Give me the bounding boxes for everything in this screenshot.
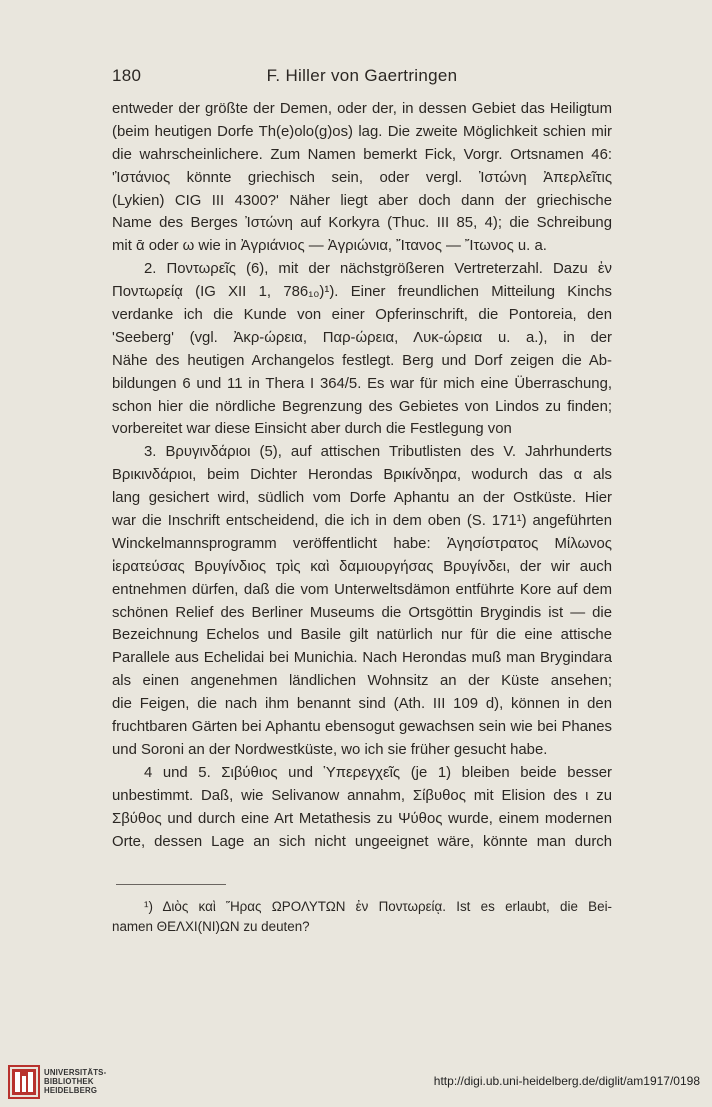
- text-line: Nähe des heutigen Archangelos festlegt. Berg und Dorf zeigen die Ab-: [112, 352, 612, 369]
- source-url-link[interactable]: http://digi.ub.uni-heidelberg.de/diglit/am1917/0198: [433, 1074, 700, 1088]
- text-line: entnehmen dürfen, daß die vom Unterweltsdämon entführte Kore auf dem: [112, 581, 612, 598]
- text-line: 'Ἰστάνιος könnte griechisch sein, oder vergl. Ἰστώνη Ἀπερλεῖτις: [112, 169, 612, 186]
- text-line: verdanke ich die Kunde von einer Opferinschrift, die Pontoreia, den: [112, 307, 612, 324]
- text-line: 2. Ποντωρεῖς (6), mit der nächstgrößeren Vertreterzahl. Dazu ἐν: [144, 261, 612, 278]
- text-line: Βρικινδάριοι, beim Dichter Herondas Βρικίνδηρα, wodurch das α als: [112, 467, 612, 484]
- text-line: bildungen 6 und 11 in Thera I 364/5. Es war für mich eine Überraschung,: [112, 375, 612, 392]
- text-line: schon hier die nördliche Begrenzung des Gebietes von Lindos zu finden;: [112, 398, 612, 415]
- text-line: Orte, dessen Lage an sich nicht ungeeignet wäre, könnte man durch: [112, 833, 612, 850]
- text-line: lang gesichert wird, südlich vom Dorfe Aphantu an der Ostküste. Hier: [112, 490, 612, 507]
- text-line: vorbereitet war diese Einsicht aber durch die Festlegung von: [112, 421, 512, 438]
- text-line: 3. Βρυγινδάριοι (5), auf attischen Tributlisten des V. Jahrhunderts: [144, 444, 612, 461]
- text-line: Bezeichnung Echelos und Basile gilt natürlich nur für die eine attische: [112, 627, 612, 644]
- text-line: entweder der größte der Demen, oder der, in dessen Gebiet das Heiligtum: [112, 101, 612, 117]
- text-line: (Lykien) CIG III 4300?' Näher liegt aber doch dann der griechische: [112, 192, 612, 209]
- text-line: und Soroni an der Nordwestküste, wo ich sie früher gesucht habe.: [112, 741, 548, 758]
- text-line: 4 und 5. Σιβύθιος und Ὑπερεγχεῖς (je 1) bleiben beide besser: [144, 764, 612, 781]
- library-name: UNIVERSITÄTS- BIBLIOTHEK HEIDELBERG: [44, 1068, 107, 1095]
- footnote-divider: [116, 884, 226, 885]
- text-line: Parallele aus Echelidai bei Munichia. Nach Herondas muß man Brygindara: [112, 650, 612, 667]
- text-line: die wahrscheinlichere. Zum Namen bemerkt Fick, Vorgr. Ortsnamen 46:: [112, 146, 612, 163]
- text-line: unbestimmt. Daß, wie Selivanow annahm, Σίβυθος mit Elision des ι zu: [112, 787, 612, 804]
- body-text: [112, 98, 612, 853]
- text-line: ἱερατεύσας Βρυγίνδιος τρὶς καὶ δαμιουργήσας Βρυγίνδει, der wir auch: [112, 558, 612, 575]
- text-line: war die Inschrift entscheidend, die ich in dem oben (S. 171¹) angeführten: [112, 513, 612, 530]
- text-line: schönen Relief des Berliner Museums die Ortsgöttin Brygindis ist — die: [112, 604, 612, 621]
- running-title: F. Hiller von Gaertringen: [266, 66, 458, 85]
- text-line: mit ᾱ oder ω wie in Ἀγριάνιος — Ἀγριώνια, Ἴτανος — Ἴτωνος u. a.: [112, 238, 547, 255]
- text-line: (beim heutigen Dorfe Th(e)olo(g)os) lag. Die zweite Möglichkeit schien mir: [112, 123, 612, 140]
- footnote-line: ¹) Διὸς καὶ Ἥρας ΩΡΟΛΥΤΩΝ ἐν Ποντωρείᾳ. Ist es erlaubt, die Bei-: [144, 899, 612, 914]
- text-line: Σβύθος und durch eine Art Metathesis zu Ψύθος wurde, einem modernen: [112, 810, 612, 827]
- text-line: Ποντωρείᾳ (IG XII 1, 786₁₀)¹). Einer freundlichen Mitteilung Kinchs: [112, 284, 612, 301]
- text-line: fruchtbaren Gärten bei Aphantu ebensogut gewachsen sein wie bei Phanes: [112, 719, 612, 736]
- page-number: 180: [112, 66, 142, 85]
- library-logo-icon: [8, 1064, 40, 1100]
- text-line: die Feigen, die nach ihm benannt sind (Ath. III 109 d), können in den: [112, 696, 612, 713]
- text-line: Name des Berges Ἰστώνη auf Korkyra (Thuc. III 85, 4); die Schreibung: [112, 215, 612, 232]
- footnote: [112, 897, 612, 937]
- text-line: 'Seeberg' (vgl. Ἀκρ-ώρεια, Παρ-ώρεια, Λυκ-ώρεια u. a.), in der: [112, 329, 612, 346]
- text-line: Winckelmannsprogramm veröffentlicht habe: Ἁγησίστρατος Μίλωνος: [112, 535, 612, 552]
- text-line: als einen angenehmen ländlichen Wohnsitz an der Küste ansehen;: [112, 673, 612, 690]
- footnote-line: namen ΘΕΛΧΙ(ΝΙ)ΩΝ zu deuten?: [112, 919, 310, 934]
